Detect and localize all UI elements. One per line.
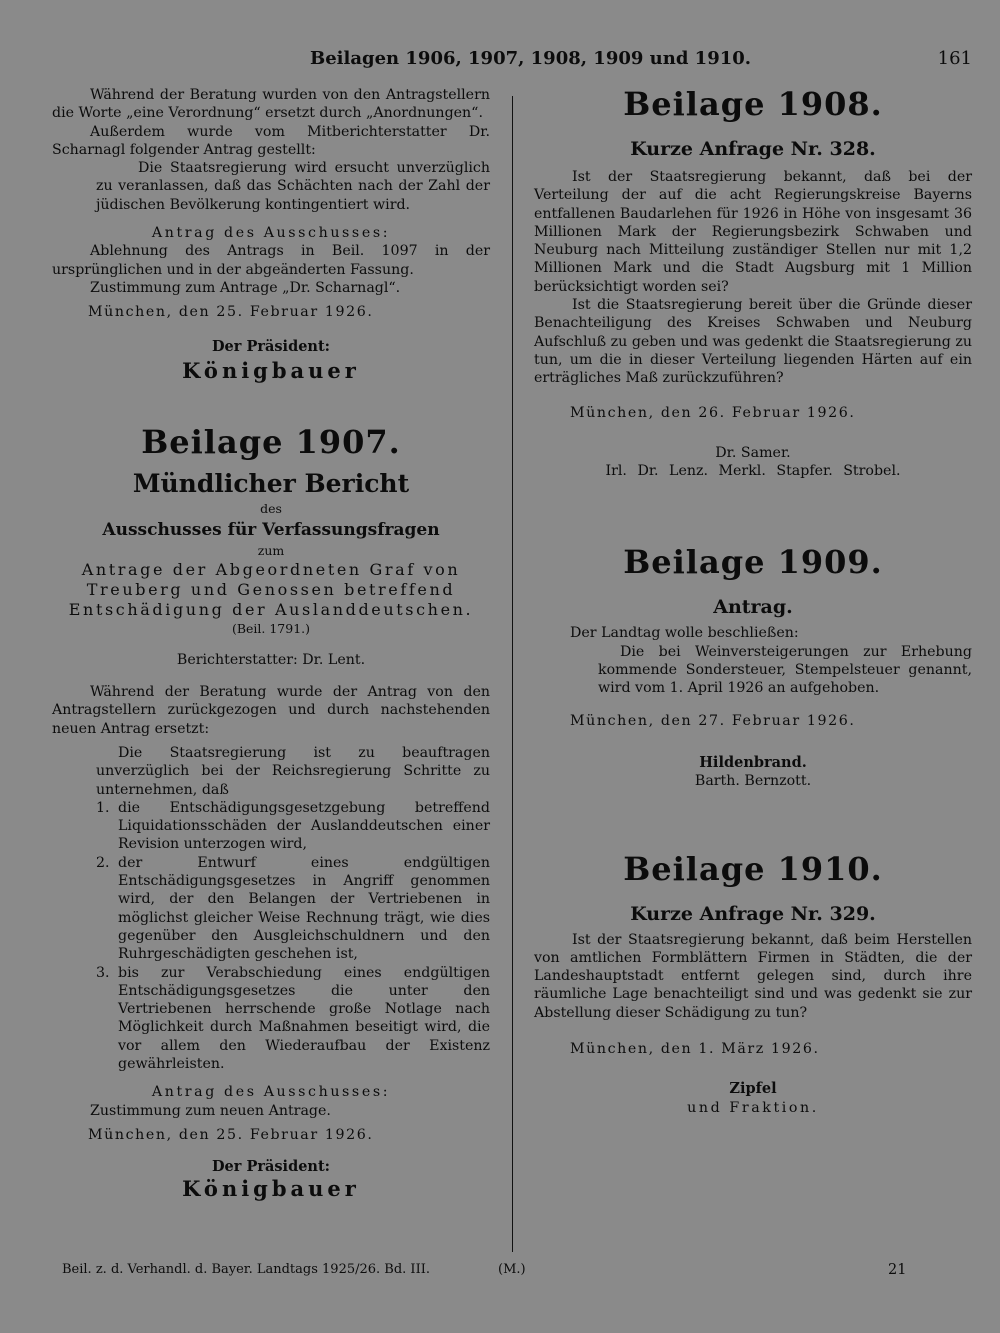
b1906-paragraph-2: Außerdem wurde vom Mitberichterstatter Dr. Scharnagl folgender Antrag gestellt: [52,123,490,158]
b1906-antrag-heading: Antrag des Ausschusses: [151,225,391,242]
b1907-quote: Die Staatsregierung ist zu beauftragen unverzüglich bei der Reichsregierung Schritte zu unternehmen, daß [96,744,490,798]
b1908-cosigners: Irl. Dr. Lenz. Merkl. Stapfer. Strobel. [605,463,901,480]
b1909-quote: Die bei Weinversteigerungen zur Erhebung kommende Sondersteuer, Stempelsteuer genannt, wird vom 1. April 1926 an aufgehoben. [598,643,972,697]
b1907-paragraph-1: Während der Beratung wurde der Antrag von den Antragstellern zurückgezogen und durch nachstehenden neuen Antrag ersetzt: [52,684,490,737]
b1907-zum: zum [257,543,285,559]
b1907-signature-name: Königbauer [182,1176,360,1202]
b1907-reference: (Beil. 1791.) [231,621,311,637]
b1908-paragraph-2: Ist die Staatsregierung bereit über die Gründe dieser Benachteiligung des Kreises Schwaben und Neuburg Aufschluß zu geben und was gedenkt die Staatsregierung zu tun, um die in dieser Verteilung liegenden Härten auf ein erträgliches Maß zurückzuführen? [534,297,972,387]
b1910-signer: Zipfel [729,1080,777,1098]
b1907-demand-item: 3. bis zur Verabschiedung eines endgültigen Entschädigungsgesetzes die unter den Vertriebenen herrschende große Notlage nach Möglichkeit durch Maßnahmen beseitigt wird, die vor allem den Wiederaufbau der Existenz gewährleisten. [114,964,490,1074]
b1906-paragraph-1: Während der Beratung wurden von den Antragstellern die Worte „eine Verordnung“ ersetzt durch „Anordnungen“. [52,87,490,122]
b1907-heading: Beilage 1907. [141,422,401,461]
b1906-paragraph-3: Ablehnung des Antrags in Beil. 1097 in der ursprünglichen und in der abgeänderten Fassung. [52,243,490,278]
left-column [52,86,490,1202]
footer-mark: (M.) [498,1262,526,1277]
b1908-signer: Dr. Samer. [715,444,791,461]
b1909-subheading: Antrag. [713,596,793,619]
b1907-demand-list [52,799,490,1073]
page-number: 161 [937,48,972,69]
b1909-signer: Hildenbrand. [699,753,807,771]
b1908-heading: Beilage 1908. [623,85,883,123]
b1906-date: München, den 25. Februar 1926. [88,304,374,321]
b1907-des: des [260,500,282,516]
b1907-committee: Ausschusses für Verfassungsfragen [102,520,440,541]
b1908-paragraph-1: Ist der Staatsregierung bekannt, daß bei der Verteilung der auf die acht Regierungskreise Bayerns entfallenen Baudarlehen für 1926 in Höhe von insgesamt 36 Millionen Mark der Regierungsbezirk Schwaben und Neuburg nach Mitteilung zuständiger Stellen nur mit 1,2 Millionen Mark und die Stadt Augsburg mit 1 Million berücksichtigt worden sei? [534,169,972,295]
page-footer [62,1262,922,1280]
b1907-reporter: Berichterstatter: Dr. Lent. [176,651,366,668]
b1906-signature-title: Der Präsident: [211,337,331,355]
b1907-date: München, den 25. Februar 1926. [88,1126,374,1143]
b1909-paragraph-1: Der Landtag wolle beschließen: [570,625,799,642]
b1909-heading: Beilage 1909. [623,543,883,582]
b1910-paragraph-1: Ist der Staatsregierung bekannt, daß beim Herstellen von amtlichen Formblättern Firmen in Städten, die der Landeshauptstadt entfernt gelegen sind, durch ihre räumliche Lage benachteiligt sind und was gedenkt sie zur Abstellung dieser Schädigung zu tun? [534,931,972,1021]
b1906-signature-name: Königbauer [182,357,360,383]
b1907-topic: Antrage der Abgeordneten Graf von Treuberg und Genossen betreffend Entschädigung der Auslanddeutschen. [68,560,474,620]
b1909-cosigners: Barth. Bernzott. [694,773,812,790]
b1907-paragraph-2: Zustimmung zum neuen Antrage. [90,1102,331,1119]
b1906-paragraph-4: Zustimmung zum Antrage „Dr. Scharnagl“. [90,279,401,296]
b1906-quote: Die Staatsregierung wird ersucht unverzüglich zu veranlassen, daß das Schächten nach der Zahl der jüdischen Bevölkerung kontingentiert wird. [96,160,490,213]
b1907-antrag-heading: Antrag des Ausschusses: [151,1084,391,1101]
b1908-date: München, den 26. Februar 1926. [570,404,856,421]
right-column [534,86,972,1117]
b1910-date: München, den 1. März 1926. [570,1041,820,1058]
footer-citation: Beil. z. d. Verhandl. d. Bayer. Landtags 1925/26. Bd. III. [62,1262,430,1277]
b1907-signature-title: Der Präsident: [211,1158,331,1176]
b1909-date: München, den 27. Februar 1926. [570,712,856,729]
b1910-heading: Beilage 1910. [623,849,883,888]
b1907-subheading: Mündlicher Bericht [132,468,410,498]
running-title: Beilagen 1906, 1907, 1908, 1909 und 1910. [310,48,752,69]
column-divider [512,96,513,1252]
b1910-signer-fraction: und Fraktion. [687,1099,819,1116]
b1910-subheading: Kurze Anfrage Nr. 329. [630,902,876,925]
running-header [0,48,1000,72]
footer-sheet-number: 21 [888,1262,907,1278]
b1908-subheading: Kurze Anfrage Nr. 328. [630,138,876,160]
b1907-demand-item: 2. der Entwurf eines endgültigen Entschädigungsgesetzes in Angriff genommen wird, der den Belangen der Vertriebenen in möglichst gleicher Weise Rechnung trägt, wie dies gegenüber den Ausgleichschuldnern und den Ruhrgeschädigten geschehen ist, [114,854,490,964]
b1907-demand-item: 1. die Entschädigungsgesetzgebung betreffend Liquidationsschäden der Auslanddeutschen einer Revision unterzogen wird, [114,799,490,854]
